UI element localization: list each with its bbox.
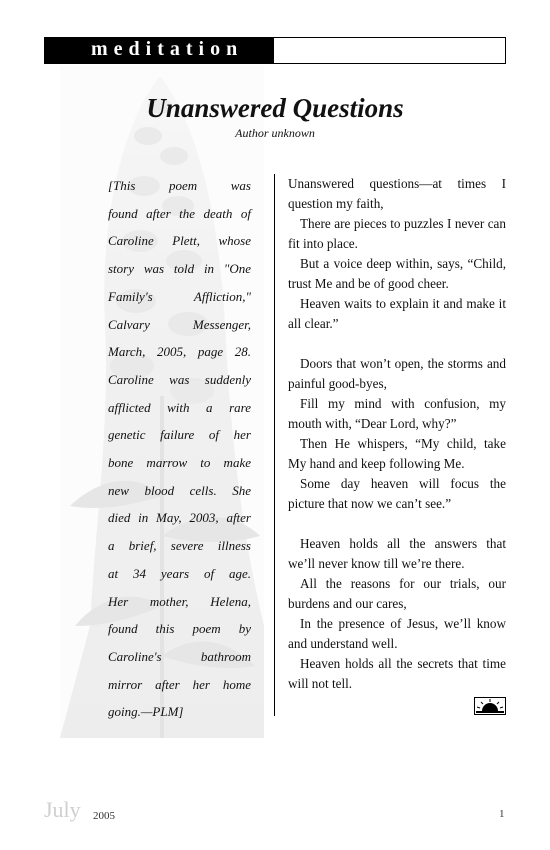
column-divider xyxy=(274,174,275,716)
note-line: Calvary Messenger, xyxy=(108,316,251,332)
poem-body xyxy=(288,174,506,714)
poem-line: Heaven holds all the answers that we’ll never know till we’re there. xyxy=(288,536,506,571)
poem-line: Doors that won’t open, the storms and painful good-byes, xyxy=(288,356,506,391)
note-line: Caroline's bathroom xyxy=(108,648,251,664)
poem-line: There are pieces to puzzles I never can fit into place. xyxy=(288,216,506,251)
poem-line: But a voice deep within, says, “Child, trust Me and be of good cheer. xyxy=(288,256,506,291)
section-header xyxy=(44,37,506,64)
note-line: a brief, severe illness xyxy=(108,538,251,554)
note-line: Her mother, Helena, xyxy=(108,593,251,609)
poem-stanza xyxy=(288,174,506,334)
poem-line: Unanswered questions—at times I question my faith, xyxy=(288,176,506,211)
note-line: found this poem by xyxy=(108,621,251,637)
section-label: meditation xyxy=(44,37,273,64)
page-number: 1 xyxy=(499,808,505,820)
note-line: Caroline was suddenly xyxy=(108,371,251,387)
editor-note xyxy=(108,172,251,726)
author-credit: Author unknown xyxy=(235,126,315,140)
note-line: Family's Affliction," xyxy=(108,288,251,304)
note-line: died in May, 2003, after xyxy=(108,510,251,526)
note-line: found after the death of xyxy=(108,205,251,221)
poem-line: Some day heaven will focus the picture that now we can’t see.” xyxy=(288,476,506,511)
note-line: genetic failure of her xyxy=(108,427,251,443)
note-line: at 34 years of age. xyxy=(108,565,251,581)
note-line: bone marrow to make xyxy=(108,455,251,471)
header-box xyxy=(273,37,506,64)
poem-line: In the presence of Jesus, we’ll know and understand well. xyxy=(288,616,506,651)
poem-line: Then He whispers, “My child, take My hand and keep following Me. xyxy=(288,436,506,471)
note-line: afflicted with a rare xyxy=(108,399,251,415)
note-line: [This poem was xyxy=(108,178,251,193)
note-line: story was told in "One xyxy=(108,261,251,277)
poem-line: Heaven holds all the secrets that time will not tell. xyxy=(288,656,506,691)
poem-line: Fill my mind with confusion, my mouth with, “Dear Lord, why?” xyxy=(288,396,506,431)
poem-stanza xyxy=(288,354,506,514)
note-line: new blood cells. She xyxy=(108,482,251,498)
poem-stanza xyxy=(288,534,506,694)
note-line: March, 2005, page 28. xyxy=(108,344,251,360)
note-line: going.—PLM] xyxy=(108,704,184,720)
footer-month: July xyxy=(44,797,81,822)
poem-line: Heaven waits to explain it and make it all clear.” xyxy=(288,296,506,331)
poem-line: All the reasons for our trials, our burdens and our cares, xyxy=(288,576,506,611)
sunrise-icon xyxy=(474,697,506,715)
footer-year: 2005 xyxy=(93,810,115,822)
note-line: mirror after her home xyxy=(108,676,251,692)
page-title: Unanswered Questions xyxy=(146,93,404,123)
note-line: Caroline Plett, whose xyxy=(108,233,251,249)
